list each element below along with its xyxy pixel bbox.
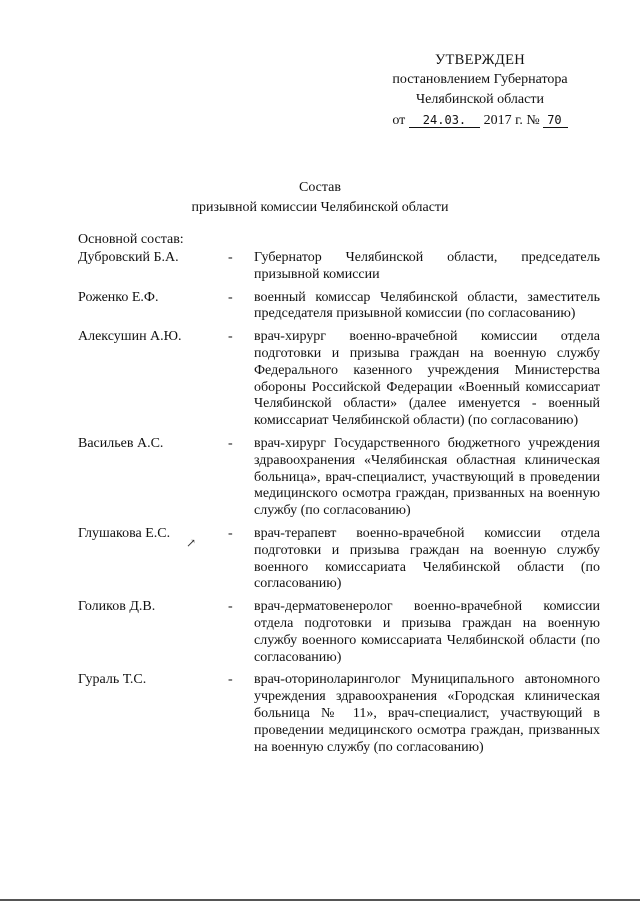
- member-dash: -: [228, 435, 233, 451]
- list-item: [78, 526, 600, 593]
- list-item: [78, 250, 600, 284]
- members-list: [78, 250, 600, 762]
- stray-pen-mark: ↗: [186, 536, 197, 550]
- member-dash: -: [228, 525, 233, 541]
- member-role: Губернатор Челябинской области, председатель призывной комиссии: [254, 250, 600, 282]
- member-name: Роженко Е.Ф.: [78, 289, 159, 305]
- member-role: врач-хирург Государственного бюджетного учреждения здравоохранения «Челябинская областная клиническая больница», врач-специалист, участвующий в проведении медицинского осмотра граждан, призванных на военную службу (по согласованию): [254, 435, 600, 519]
- section-label: Основной состав:: [78, 232, 184, 247]
- member-name: Голиков Д.В.: [78, 599, 156, 615]
- heading-title: Состав: [298, 180, 341, 195]
- member-dash: -: [228, 672, 233, 688]
- approval-title: УТВЕРЖДЕН: [434, 52, 526, 68]
- member-dash: -: [228, 289, 233, 305]
- approval-line-2: Челябинской области: [416, 92, 544, 107]
- heading-subtitle: призывной комиссии Челябинской области: [191, 200, 449, 215]
- member-name: Васильев А.С.: [78, 435, 164, 451]
- member-dash: -: [228, 329, 233, 345]
- member-role: врач-терапевт военно-врачебной комиссии отдела подготовки и призыва граждан на военную службу военного комиссариата Челябинской области (по согласованию): [254, 525, 600, 592]
- member-role: военный комиссар Челябинской области, заместитель председателя призывной комиссии (по согласованию): [254, 289, 600, 322]
- document-heading: [0, 178, 640, 218]
- list-item: [78, 290, 600, 324]
- approval-year: 2017 г. №: [483, 113, 540, 128]
- member-dash: -: [228, 250, 233, 265]
- approval-line-1: постановлением Губернатора: [392, 72, 568, 87]
- page-bottom-edge: [0, 899, 640, 901]
- member-role: врач-дерматовенеролог военно-врачебной комиссии отдела подготовки и призыва граждан на военную службу военного комиссариата Челябинской области (по согласованию): [254, 599, 600, 665]
- list-item: [78, 329, 600, 430]
- approval-stamp: [370, 50, 590, 131]
- member-name: Гураль Т.С.: [78, 672, 147, 688]
- member-role: врач-хирург военно-врачебной комиссии отдела подготовки и призыва граждан на военную службу Федерального казенного учреждения Министерства обороны Российской Федерации «Военный комиссариат Челябинской области» (далее именуется - военный комиссариат Челябинской области) (по согласованию): [254, 329, 600, 429]
- approval-number: 70: [543, 113, 567, 128]
- approval-date: 24.03.: [409, 113, 480, 128]
- member-dash: -: [228, 599, 233, 615]
- member-role: врач-оториноларинголог Муниципального автономного учреждения здравоохранения «Городская клиническая больница № 11», врач-специалист, участвующий в проведении медицинского осмотра граждан, призванных на военную службу (по согласованию): [254, 672, 600, 755]
- member-name: Алексушин А.Ю.: [78, 329, 182, 345]
- list-item: [78, 599, 600, 666]
- list-item: [78, 436, 600, 520]
- approval-prefix: от: [392, 113, 406, 128]
- member-name: Глушакова Е.С.: [78, 525, 171, 541]
- approval-date-line: [370, 110, 590, 131]
- list-item: [78, 672, 600, 756]
- member-name: Дубровский Б.А.: [78, 250, 179, 265]
